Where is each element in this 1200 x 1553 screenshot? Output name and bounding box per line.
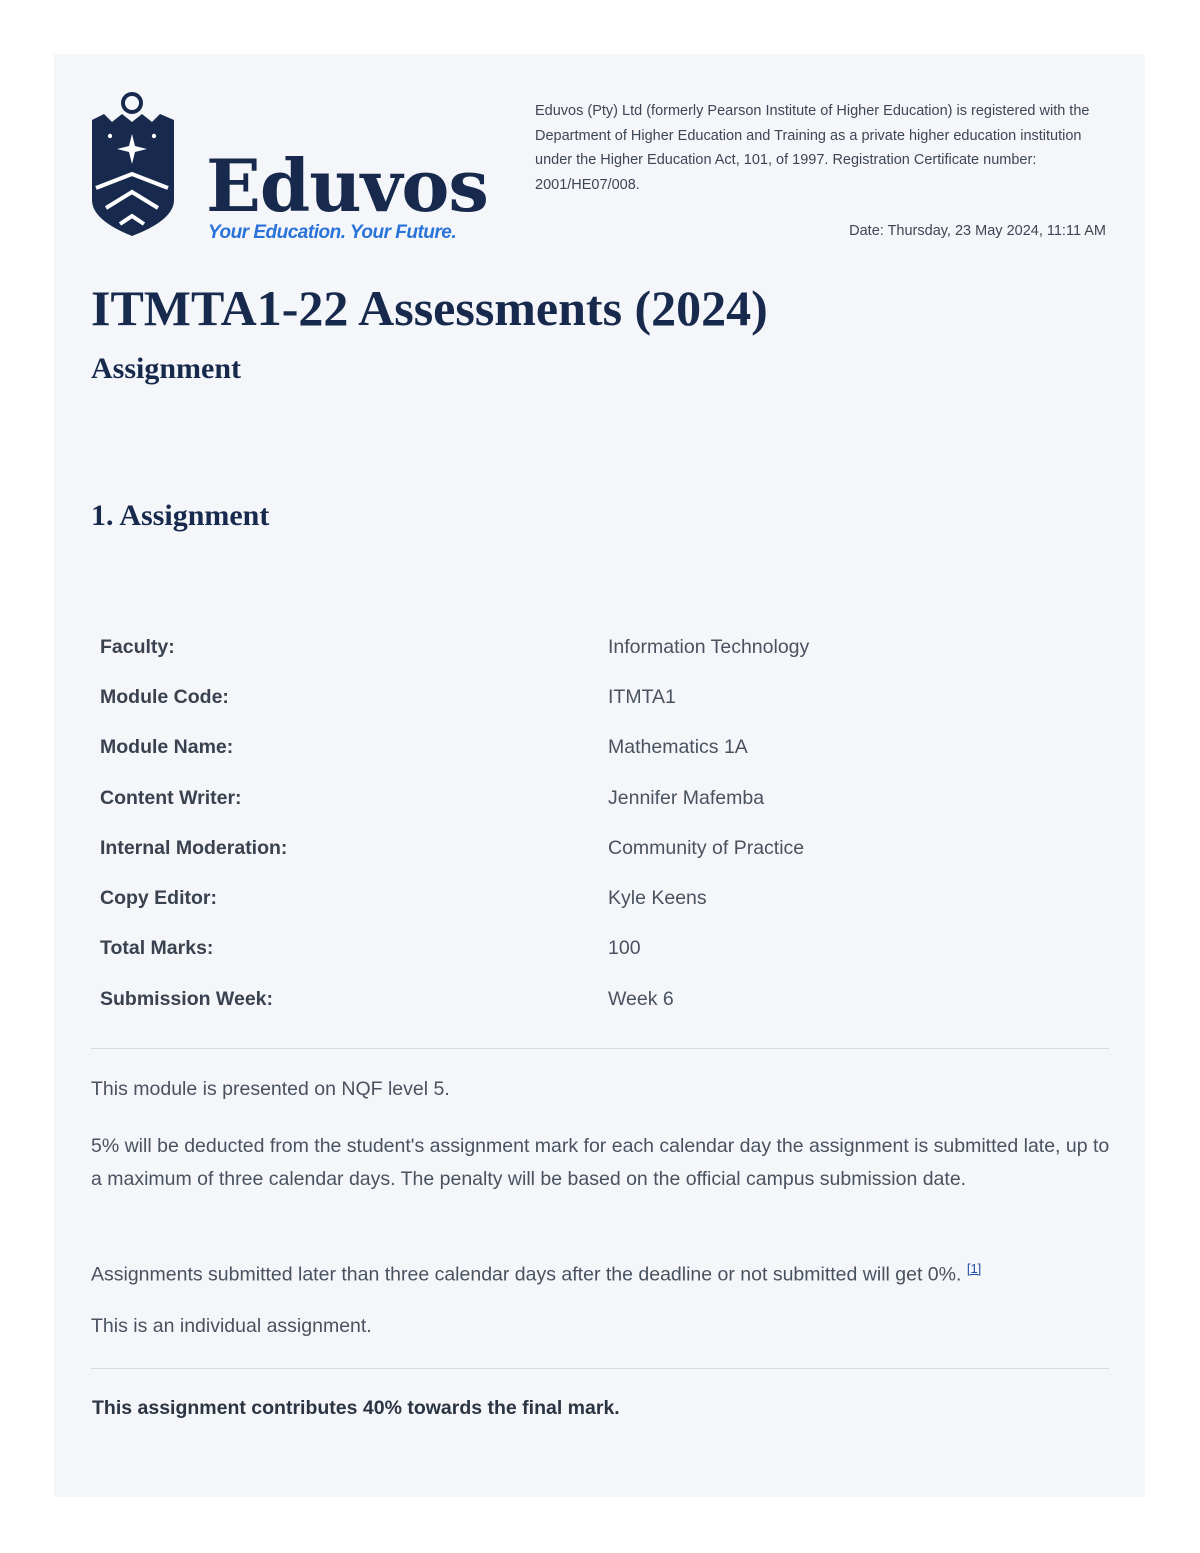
divider <box>91 1368 1109 1369</box>
info-label: Module Name: <box>100 736 234 759</box>
print-date: Date: Thursday, 23 May 2024, 11:11 AM <box>849 223 1106 239</box>
info-label: Module Code: <box>100 685 229 708</box>
brand-name: Eduvos <box>206 143 488 228</box>
info-value: Week 6 <box>608 987 674 1010</box>
info-label: Total Marks: <box>100 937 214 960</box>
info-value: Mathematics 1A <box>608 736 748 759</box>
section-heading: 1. Assignment <box>91 499 270 532</box>
crest-icon <box>90 92 180 238</box>
document-page <box>54 54 1145 1497</box>
late-text: Assignments submitted later than three calendar days after the deadline or not submitted will get 0%. <box>91 1263 962 1286</box>
page-title: ITMTA1-22 Assessments (2024) <box>91 280 768 336</box>
info-value: Community of Practice <box>608 836 805 859</box>
info-label: Internal Moderation: <box>100 836 288 859</box>
info-row-faculty <box>100 622 1100 672</box>
eduvos-logo <box>90 92 490 242</box>
info-label: Copy Editor: <box>100 887 217 910</box>
info-row-content-writer <box>100 773 1100 823</box>
info-row-copy-editor <box>100 873 1100 923</box>
info-label: Faculty: <box>100 635 175 658</box>
info-value: Information Technology <box>608 635 810 658</box>
info-label: Content Writer: <box>100 786 242 809</box>
registration-note: Eduvos (Pty) Ltd (formerly Pearson Institute of Higher Education) is registered with the Department of Higher Education and Training as a private higher education institution under the Higher Education Act, 101, of 1997. Registration Certificate number: 2001/HE07/008. <box>535 103 1090 193</box>
module-info-table <box>100 622 1100 1024</box>
info-value: Jennifer Mafemba <box>608 786 765 809</box>
individual-paragraph: This is an individual assignment. <box>91 1315 372 1337</box>
info-value: 100 <box>608 937 641 960</box>
info-row-total-marks <box>100 924 1100 974</box>
info-row-module-name <box>100 723 1100 773</box>
info-row-internal-moderation <box>100 823 1100 873</box>
info-row-submission-week <box>100 974 1100 1024</box>
nqf-paragraph: This module is presented on NQF level 5. <box>91 1078 450 1100</box>
footnote-link[interactable]: [1] <box>966 1261 982 1276</box>
info-value: Kyle Keens <box>608 887 707 910</box>
brand-tagline: Your Education. Your Future. <box>208 222 457 243</box>
info-label: Submission Week: <box>100 987 274 1010</box>
page-subtitle: Assignment <box>91 352 242 385</box>
contribution-note: This assignment contributes 40% towards the final mark. <box>92 1397 620 1419</box>
late-paragraph <box>91 1252 1111 1292</box>
divider <box>91 1048 1109 1049</box>
info-value: ITMTA1 <box>608 685 676 708</box>
penalty-paragraph: 5% will be deducted from the student's assignment mark for each calendar day the assignment is submitted late, up to a maximum of three calendar days. The penalty will be based on the official campus submission date. <box>91 1135 1110 1190</box>
info-row-module-code <box>100 672 1100 722</box>
